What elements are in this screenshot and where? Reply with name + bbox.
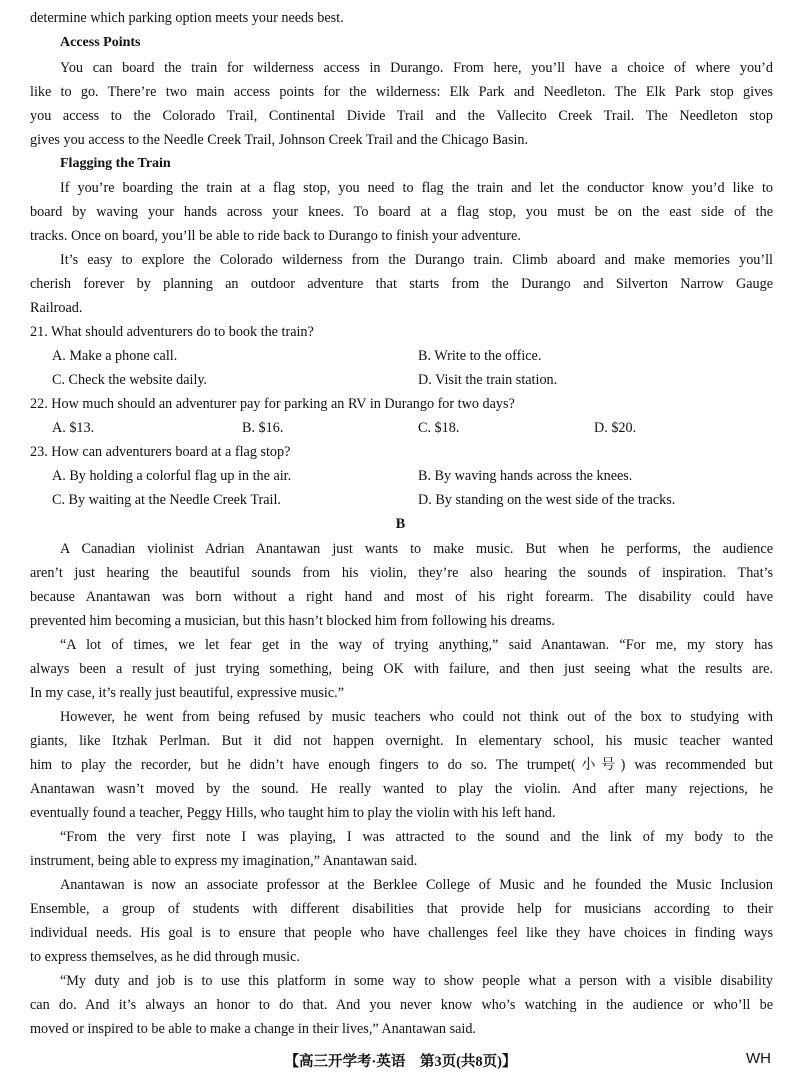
passage-b-line: aren’t just hearing the beautiful sounds from his violin, they’re also hearing the sounds of inspiration. That’s — [30, 565, 773, 581]
passage-b-line: moved or inspired to be able to make a change in their lives,” Anantawan said. — [30, 1021, 476, 1037]
flag-line: tracks. Once on board, you’ll be able to ride back to Durango to finish your adventure. — [30, 228, 521, 244]
passage-b-line: eventually found a teacher, Peggy Hills, who taught him to play the violin with his left hand. — [30, 805, 556, 821]
closing-line: Railroad. — [30, 300, 83, 316]
question-22-option-b: B. $16. — [242, 420, 284, 436]
passage-a-intro-tail: determine which parking option meets your needs best. — [30, 10, 344, 26]
flag-line: board by waving your hands across your knees. To board at a flag stop, you must be on the east side of the — [30, 204, 773, 220]
page-footer-label: 【高三开学考·英语 第3页(共8页)】 — [284, 1054, 517, 1070]
flag-line: If you’re boarding the train at a flag stop, you need to flag the train and let the conductor know you’d like to — [60, 180, 773, 196]
passage-b-line: “A lot of times, we let fear get in the way of trying anything,” said Anantawan. “For me, my story has — [60, 637, 773, 653]
passage-b-line: because Anantawan was born without a right hand and most of his right forearm. The disability could have — [30, 589, 773, 605]
passage-b-line: giants, like Itzhak Perlman. But it did not happen overnight. In elementary school, his music teacher wanted — [30, 733, 773, 749]
passage-b-line: In my case, it’s really just beautiful, expressive music.” — [30, 685, 345, 701]
access-line: gives you access to the Needle Creek Trail, Johnson Creek Trail and the Chicago Basin. — [30, 132, 529, 148]
passage-b-line: Anantawan wasn’t moved by the sound. He really wanted to play the violin. And after many rejections, he — [30, 781, 773, 797]
passage-b-line: “My duty and job is to use this platform in some way to show people what a person with a visible disability — [60, 973, 773, 989]
question-22-option-d: D. $20. — [594, 420, 637, 436]
passage-b-line: him to play the recorder, but he didn’t have enough fingers to do so. The trumpet(小号) was recommended but — [30, 757, 773, 773]
passage-b-line: Anantawan is now an associate professor at the Berklee College of Music and he founded the Music Inclusion — [60, 877, 773, 893]
access-line: You can board the train for wilderness access in Durango. From here, you’ll have a choice of where you’d — [60, 60, 773, 76]
question-23-option-b: B. By waving hands across the knees. — [418, 468, 633, 484]
passage-b-line: instrument, being able to express my imagination,” Anantawan said. — [30, 853, 418, 869]
passage-b-line: always been a result of just trying something, being OK with failure, and then just seeing what the results are. — [30, 661, 773, 677]
section-b-label: B — [395, 516, 406, 532]
flagging-heading: Flagging the Train — [60, 156, 171, 171]
closing-line: It’s easy to explore the Colorado wilderness from the Durango train. Climb aboard and make memories you’ll — [60, 252, 773, 268]
question-21-option-b: B. Write to the office. — [418, 348, 542, 364]
passage-b-line: individual needs. His goal is to ensure that people who have challenges feel like they have choices in finding ways — [30, 925, 773, 941]
question-23-stem: 23. How can adventurers board at a flag stop? — [30, 444, 291, 460]
access-line: like to go. There’re two main access points for the wilderness: Elk Park and Needleton. The Elk Park stop gives — [30, 84, 773, 100]
question-23-option-a: A. By holding a colorful flag up in the air. — [52, 468, 292, 484]
passage-b-line: “From the very first note I was playing, I was attracted to the sound and the link of my body to the — [60, 829, 773, 845]
passage-b-line: A Canadian violinist Adrian Anantawan just wants to make music. But when he performs, the audience — [60, 541, 773, 557]
question-22-stem: 22. How much should an adventurer pay for parking an RV in Durango for two days? — [30, 396, 515, 412]
question-21-option-a: A. Make a phone call. — [52, 348, 178, 364]
question-23-option-c: C. By waiting at the Needle Creek Trail. — [52, 492, 281, 508]
access-points-heading: Access Points — [60, 35, 141, 50]
question-22-option-a: A. $13. — [52, 420, 95, 436]
page-footer-code: WH — [746, 1050, 771, 1067]
question-23-option-d: D. By standing on the west side of the tracks. — [418, 492, 676, 508]
access-line: you access to the Colorado Trail, Continental Divide Trail and the Vallecito Creek Trail. The Needleton stop — [30, 108, 773, 124]
question-21-option-c: C. Check the website daily. — [52, 372, 208, 388]
closing-line: cherish forever by planning an outdoor adventure that starts from the Durango and Silverton Narrow Gauge — [30, 276, 773, 292]
passage-b-line: prevented him becoming a musician, but this hasn’t blocked him from following his dreams. — [30, 613, 555, 629]
question-21-stem: 21. What should adventurers do to book the train? — [30, 324, 314, 340]
passage-b-line: However, he went from being refused by music teachers who could not think out of the box to studying with — [60, 709, 773, 725]
question-22-option-c: C. $18. — [418, 420, 460, 436]
passage-b-line: to express themselves, as he did through music. — [30, 949, 300, 965]
passage-b-line: can do. And it’s always an honor to do that. And you never know who’s watching in the audience or who’ll be — [30, 997, 773, 1013]
passage-b-line: Ensemble, a group of students with different disabilities that provide help for musicians according to their — [30, 901, 773, 917]
question-21-option-d: D. Visit the train station. — [418, 372, 558, 388]
